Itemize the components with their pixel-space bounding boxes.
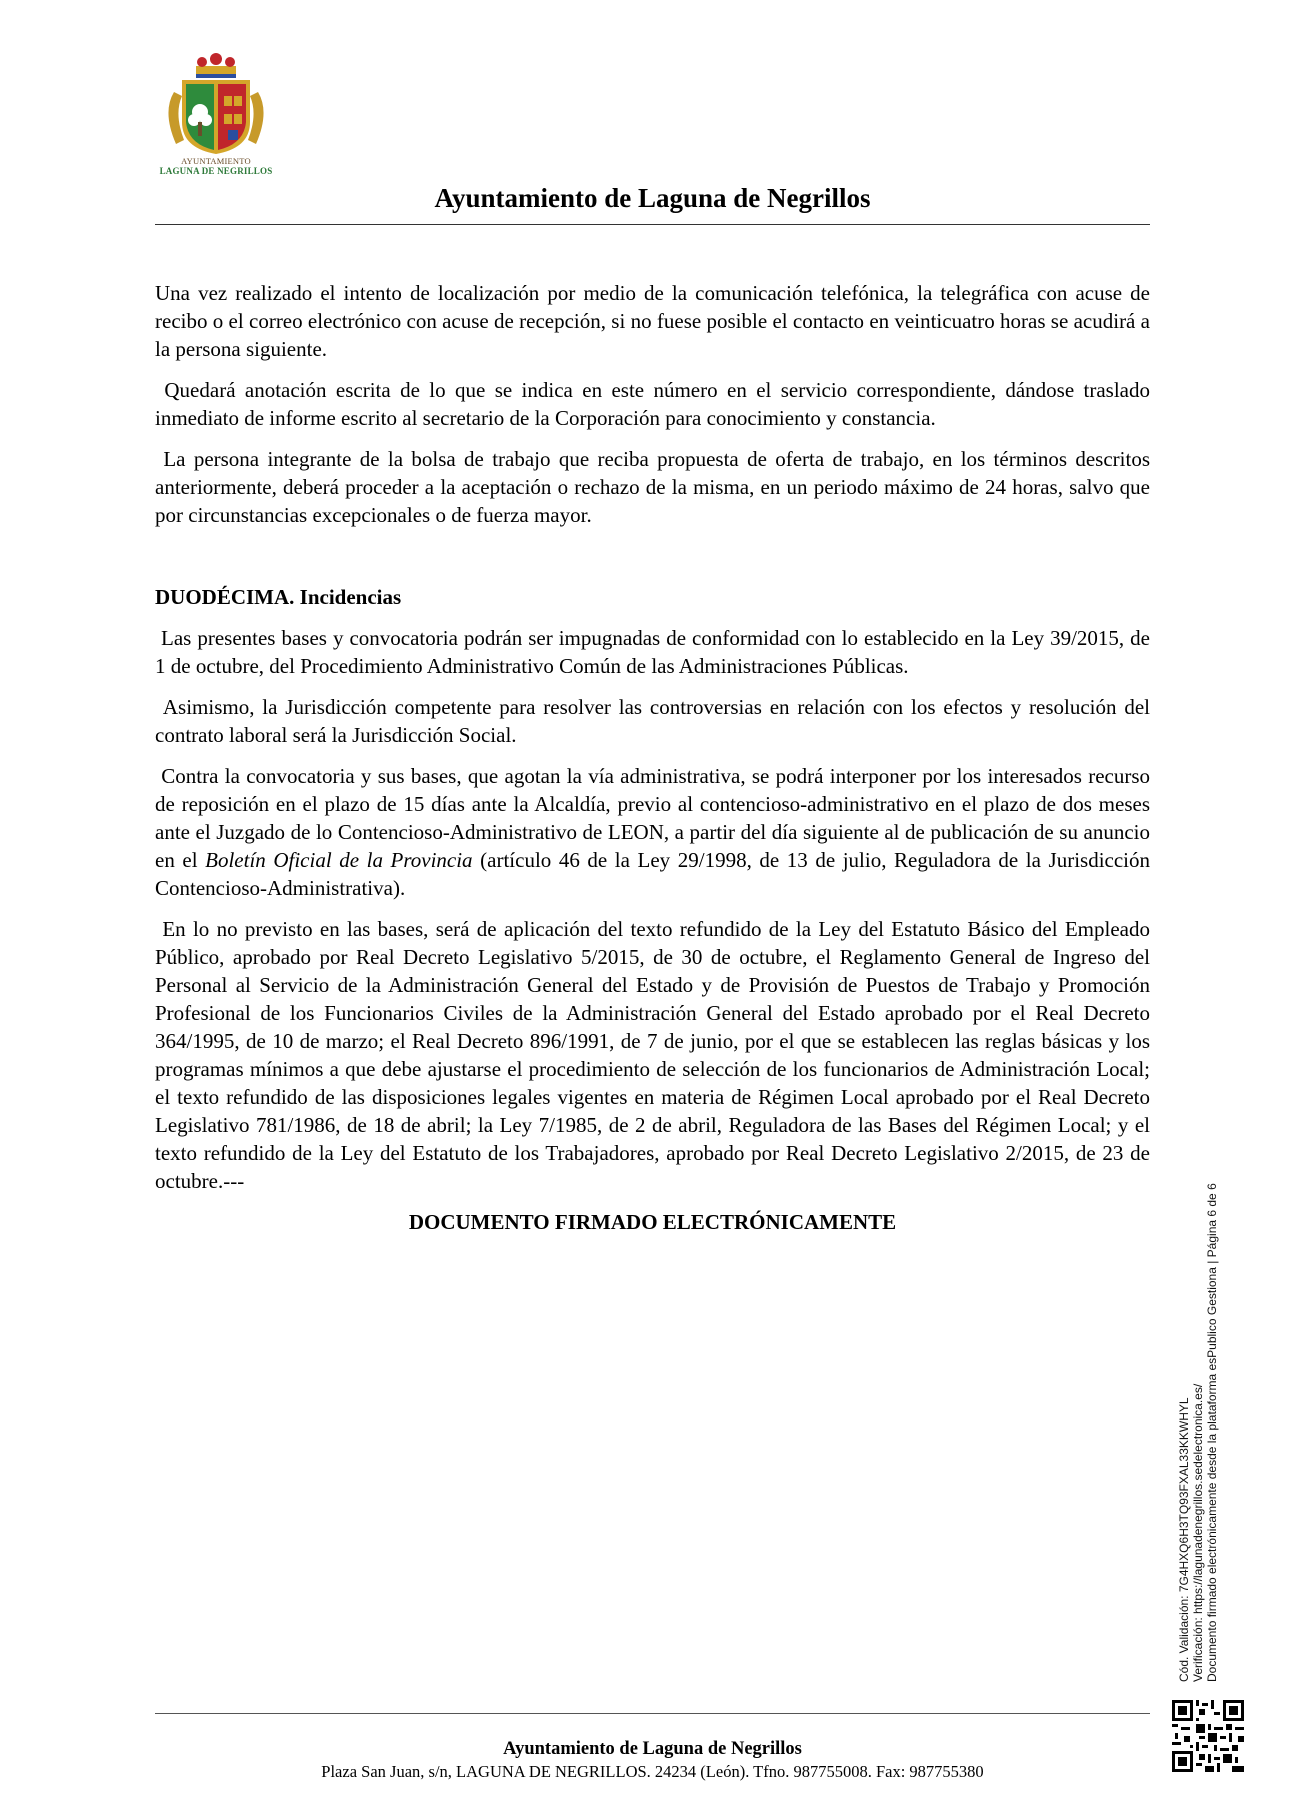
municipal-coat-of-arms-logo xyxy=(152,52,280,178)
paragraph-no-previsto-text: En lo no previsto en las bases, será de aplicación del texto refundido de la Ley del Estatuto Básico del Empleado Público, aprobado por Real Decreto Legislativo 5/2015, de 30 de octubre, el Reglamento General de Ingreso del Personal al Servicio de la Administración General del Estado y de Provisión de Puestos de Trabajo y Promoción Profesional de los Funcionarios Civiles de la Administración General del Estado aprobado por el Real Decreto 364/1995, de 10 de marzo; el Real Decreto 896/1991, de 7 de junio, por el que se establecen las reglas básicas y los programas mínimos a que debe ajustarse el procedimiento de selección de los funcionarios de Administración Local; el texto refundido de las disposiciones legales vigentes en materia de Régimen Local aprobado por el Real Decreto Legislativo 781/1986, de 18 de abril; la Ley 7/1985, de 2 de abril, Reguladora de las Bases del Régimen Local; y el texto refundido de la Ley del Estatuto de los Trabajadores, aprobado por Real Decreto Legislativo 2/2015, de 23 de octubre.--- xyxy=(155,917,1150,1193)
paragraph-impugnacion xyxy=(155,624,1150,680)
paragraph-anotacion xyxy=(155,376,1150,432)
boletin-oficial-italic: Boletín Oficial de la Provincia xyxy=(205,848,473,872)
paragraph-anotacion-text: Quedará anotación escrita de lo que se indica en este número en el servicio correspondiente, dándose traslado inmediato de informe escrito al secretario de la Corporación para conocimiento y constancia. xyxy=(155,378,1150,430)
logo-caption xyxy=(152,156,280,176)
paragraph-recurso-text-a: Contra la convocatoria y sus bases, que agotan la vía administrativa, se podrá interponer por los interesados recurso de reposición en el plazo de 15 días ante la Alcaldía, previo al contencioso-administrativo en el plazo de dos meses ante el Juzgado de lo Contencioso-Administrativo de LEON, a partir del día siguiente al de publicación de su anuncio en el xyxy=(155,764,1151,872)
validation-code: Cód. Validación: 7G4HXQ6H3TQ93FXAL33KKWHYL xyxy=(1177,1397,1191,1682)
footer-address: Plaza San Juan, s/n, LAGUNA DE NEGRILLOS. 24234 (León). Tfno. 987755008. Fax: 987755380 xyxy=(321,1762,984,1781)
paragraph-jurisdiccion xyxy=(155,693,1150,749)
logo-caption-line1: AYUNTAMIENTO xyxy=(181,156,251,166)
section-heading-incidencias: DUODÉCIMA. Incidencias xyxy=(155,585,402,609)
logo-caption-line2: LAGUNA DE NEGRILLOS xyxy=(159,166,273,176)
header-divider xyxy=(155,224,1150,225)
paragraph-no-previsto xyxy=(155,915,1150,1195)
paragraph-recurso-text-b: (artículo 46 de la Ley 29/1998, de 13 de julio, Reguladora de la Jurisdicción Contencioso-Administrativa). xyxy=(155,848,1151,900)
document-body xyxy=(155,279,1150,1236)
paragraph-localizacion: Una vez realizado el intento de localización por medio de la comunicación telefónica, la telegráfica con acuse de recibo o el correo electrónico con acuse de recepción, si no fuese posible el contacto en veinticuatro horas se acudirá a la persona siguiente. xyxy=(155,281,1150,361)
qr-code-icon xyxy=(1172,1700,1244,1772)
paragraph-recurso xyxy=(155,762,1150,902)
paragraph-aceptacion-text: La persona integrante de la bolsa de trabajo que reciba propuesta de oferta de trabajo, en los términos descritos anteriormente, deberá proceder a la aceptación o rechazo de la misma, en un periodo máximo de 24 horas, salvo que por circunstancias excepcionales o de fuerza mayor. xyxy=(155,447,1151,527)
page-footer xyxy=(155,1737,1150,1783)
validation-side-stamp xyxy=(1177,1142,1219,1682)
verification-url[interactable]: Verificación: https://lagunadenegrillos.sedelectronica.es/ xyxy=(1191,1383,1205,1682)
coat-of-arms-icon xyxy=(152,52,280,156)
header-title: Ayuntamiento de Laguna de Negrillos xyxy=(434,183,871,213)
paragraph-jurisdiccion-text: Asimismo, la Jurisdicción competente para resolver las controversias en relación con los efectos y resolución del contrato laboral será la Jurisdicción Social. xyxy=(155,695,1151,747)
paragraph-aceptacion xyxy=(155,445,1150,529)
footer-entity-name: Ayuntamiento de Laguna de Negrillos xyxy=(503,1739,802,1759)
paragraph-impugnacion-text: Las presentes bases y convocatoria podrán ser impugnadas de conformidad con lo establecido en la Ley 39/2015, de 1 de octubre, del Procedimiento Administrativo Común de las Administraciones Públicas. xyxy=(155,626,1151,678)
electronic-signature-notice: DOCUMENTO FIRMADO ELECTRÓNICAMENTE xyxy=(408,1210,897,1234)
signature-platform-note: Documento firmado electrónicamente desde la plataforma esPublico Gestiona | Página 6 de 6 xyxy=(1205,1183,1219,1682)
footer-divider xyxy=(155,1713,1150,1714)
